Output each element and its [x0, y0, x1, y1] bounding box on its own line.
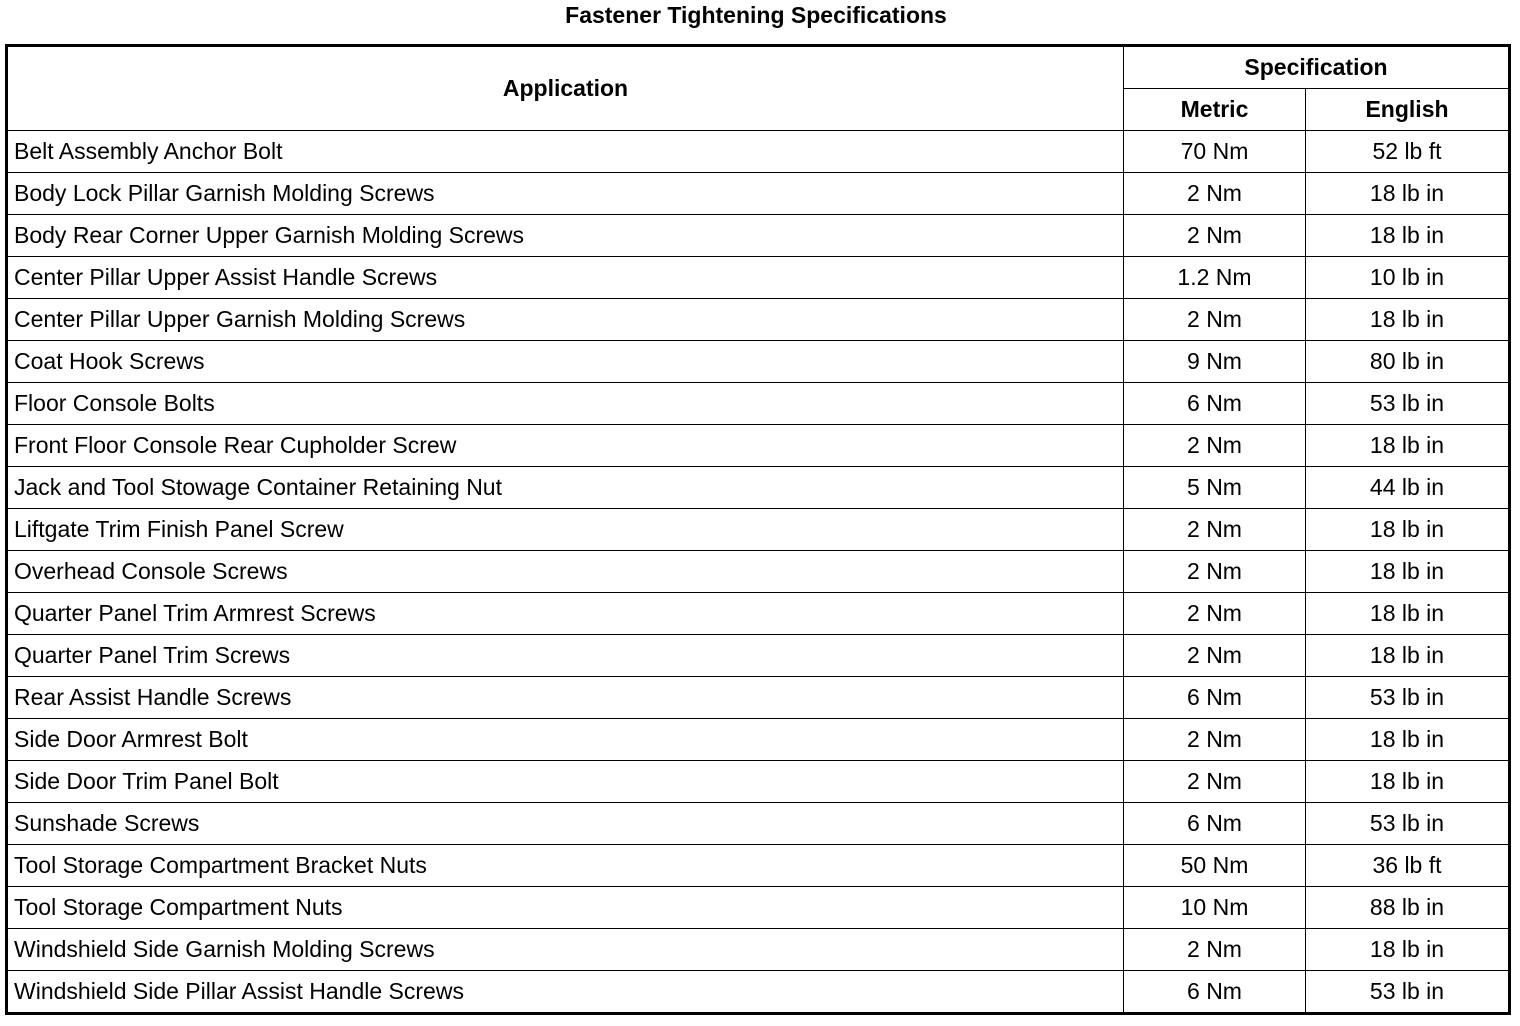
english-cell: 18 lb in: [1306, 299, 1510, 341]
table-row: [7, 509, 1510, 551]
specification-column-header: Specification: [1124, 46, 1510, 89]
table-row: [7, 635, 1510, 677]
table-row: [7, 845, 1510, 887]
english-cell: 18 lb in: [1306, 215, 1510, 257]
english-column-header: English: [1306, 89, 1510, 131]
english-cell: 53 lb in: [1306, 677, 1510, 719]
metric-cell: 6 Nm: [1124, 803, 1306, 845]
table-row: [7, 173, 1510, 215]
application-cell: Floor Console Bolts: [7, 383, 1124, 425]
application-cell: Rear Assist Handle Screws: [7, 677, 1124, 719]
table-row: [7, 299, 1510, 341]
metric-cell: 2 Nm: [1124, 509, 1306, 551]
table-row: [7, 551, 1510, 593]
application-cell: Sunshade Screws: [7, 803, 1124, 845]
metric-cell: 1.2 Nm: [1124, 257, 1306, 299]
table-row: [7, 593, 1510, 635]
metric-cell: 2 Nm: [1124, 929, 1306, 971]
metric-cell: 10 Nm: [1124, 887, 1306, 929]
english-cell: 53 lb in: [1306, 971, 1510, 1014]
english-cell: 18 lb in: [1306, 635, 1510, 677]
metric-cell: 9 Nm: [1124, 341, 1306, 383]
application-cell: Tool Storage Compartment Bracket Nuts: [7, 845, 1124, 887]
table-row: [7, 677, 1510, 719]
metric-cell: 5 Nm: [1124, 467, 1306, 509]
table-body: [7, 131, 1510, 1014]
metric-cell: 2 Nm: [1124, 551, 1306, 593]
table-row: [7, 761, 1510, 803]
fastener-spec-table: [5, 44, 1511, 1015]
application-column-header: Application: [7, 46, 1124, 131]
table-row: [7, 383, 1510, 425]
table-row: [7, 719, 1510, 761]
english-cell: 18 lb in: [1306, 551, 1510, 593]
table-row: [7, 257, 1510, 299]
table-row: [7, 971, 1510, 1014]
application-cell: Body Rear Corner Upper Garnish Molding Screws: [7, 215, 1124, 257]
english-cell: 36 lb ft: [1306, 845, 1510, 887]
english-cell: 44 lb in: [1306, 467, 1510, 509]
table-row: [7, 341, 1510, 383]
table-row: [7, 131, 1510, 173]
english-cell: 18 lb in: [1306, 173, 1510, 215]
application-cell: Belt Assembly Anchor Bolt: [7, 131, 1124, 173]
application-cell: Center Pillar Upper Assist Handle Screws: [7, 257, 1124, 299]
application-cell: Coat Hook Screws: [7, 341, 1124, 383]
table-row: [7, 425, 1510, 467]
table-row: [7, 215, 1510, 257]
metric-cell: 2 Nm: [1124, 173, 1306, 215]
english-cell: 18 lb in: [1306, 929, 1510, 971]
metric-cell: 2 Nm: [1124, 719, 1306, 761]
application-cell: Tool Storage Compartment Nuts: [7, 887, 1124, 929]
application-cell: Windshield Side Pillar Assist Handle Screws: [7, 971, 1124, 1014]
metric-cell: 2 Nm: [1124, 635, 1306, 677]
metric-cell: 6 Nm: [1124, 971, 1306, 1014]
english-cell: 18 lb in: [1306, 425, 1510, 467]
application-cell: Side Door Armrest Bolt: [7, 719, 1124, 761]
table-row: [7, 929, 1510, 971]
table-row: [7, 803, 1510, 845]
english-cell: 18 lb in: [1306, 509, 1510, 551]
application-cell: Front Floor Console Rear Cupholder Screw: [7, 425, 1124, 467]
metric-cell: 2 Nm: [1124, 425, 1306, 467]
table-row: [7, 887, 1510, 929]
table-header: [7, 46, 1510, 131]
metric-cell: 2 Nm: [1124, 215, 1306, 257]
metric-cell: 2 Nm: [1124, 593, 1306, 635]
metric-cell: 70 Nm: [1124, 131, 1306, 173]
application-cell: Side Door Trim Panel Bolt: [7, 761, 1124, 803]
metric-cell: 50 Nm: [1124, 845, 1306, 887]
metric-cell: 6 Nm: [1124, 383, 1306, 425]
english-cell: 18 lb in: [1306, 719, 1510, 761]
metric-column-header: Metric: [1124, 89, 1306, 131]
table-row: [7, 467, 1510, 509]
english-cell: 10 lb in: [1306, 257, 1510, 299]
application-cell: Center Pillar Upper Garnish Molding Screws: [7, 299, 1124, 341]
application-cell: Body Lock Pillar Garnish Molding Screws: [7, 173, 1124, 215]
application-cell: Windshield Side Garnish Molding Screws: [7, 929, 1124, 971]
english-cell: 88 lb in: [1306, 887, 1510, 929]
english-cell: 53 lb in: [1306, 383, 1510, 425]
application-cell: Overhead Console Screws: [7, 551, 1124, 593]
page-title: Fastener Tightening Specifications: [565, 2, 947, 28]
application-cell: Liftgate Trim Finish Panel Screw: [7, 509, 1124, 551]
english-cell: 18 lb in: [1306, 593, 1510, 635]
metric-cell: 6 Nm: [1124, 677, 1306, 719]
application-cell: Jack and Tool Stowage Container Retaining Nut: [7, 467, 1124, 509]
metric-cell: 2 Nm: [1124, 299, 1306, 341]
english-cell: 80 lb in: [1306, 341, 1510, 383]
application-cell: Quarter Panel Trim Armrest Screws: [7, 593, 1124, 635]
english-cell: 53 lb in: [1306, 803, 1510, 845]
english-cell: 52 lb ft: [1306, 131, 1510, 173]
metric-cell: 2 Nm: [1124, 761, 1306, 803]
english-cell: 18 lb in: [1306, 761, 1510, 803]
application-cell: Quarter Panel Trim Screws: [7, 635, 1124, 677]
